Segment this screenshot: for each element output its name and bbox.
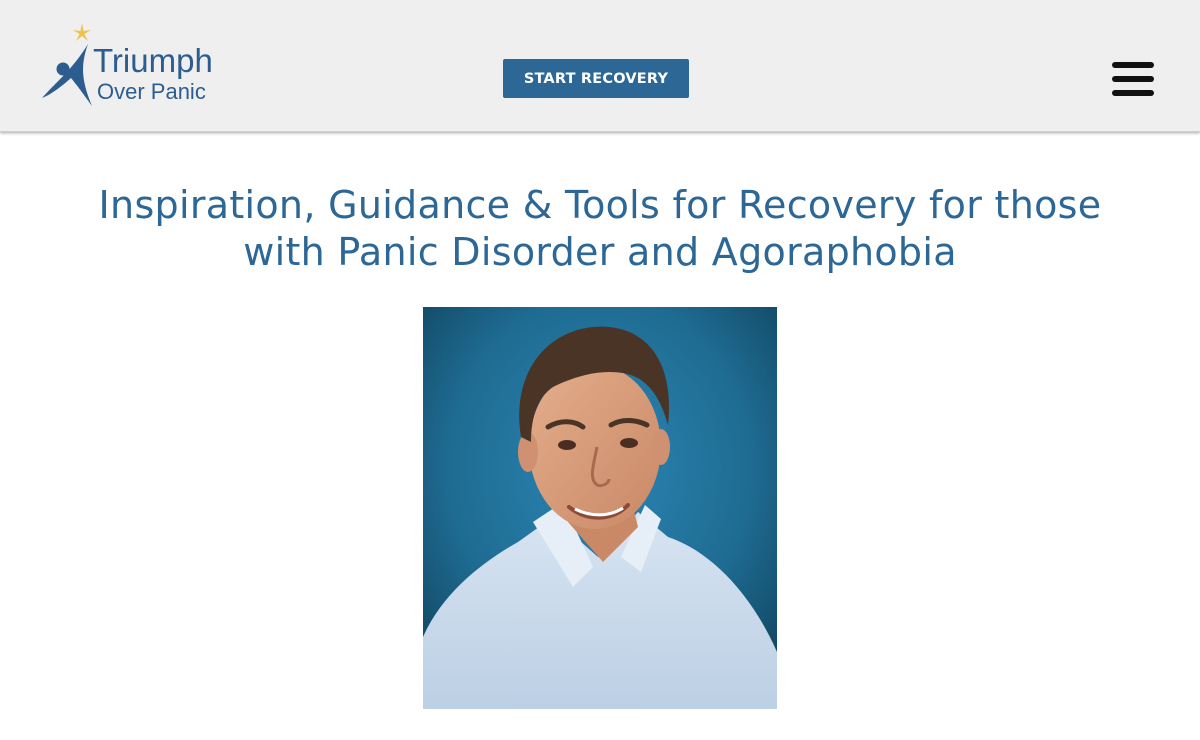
page-headline	[40, 182, 1160, 276]
headline-line-1: Inspiration, Guidance & Tools for Recovery for those	[98, 183, 1102, 227]
logo-wordmark-line2: Over Panic	[97, 79, 206, 104]
hamburger-menu-icon[interactable]	[1111, 62, 1155, 96]
portrait-illustration	[423, 307, 777, 709]
site-header	[0, 0, 1200, 132]
author-portrait-photo	[423, 307, 777, 709]
logo-wordmark-line1: Triumph	[93, 42, 213, 79]
start-recovery-button[interactable]: START RECOVERY	[503, 59, 689, 98]
headline-line-2: with Panic Disorder and Agoraphobia	[243, 230, 957, 274]
site-logo[interactable]	[38, 18, 238, 114]
